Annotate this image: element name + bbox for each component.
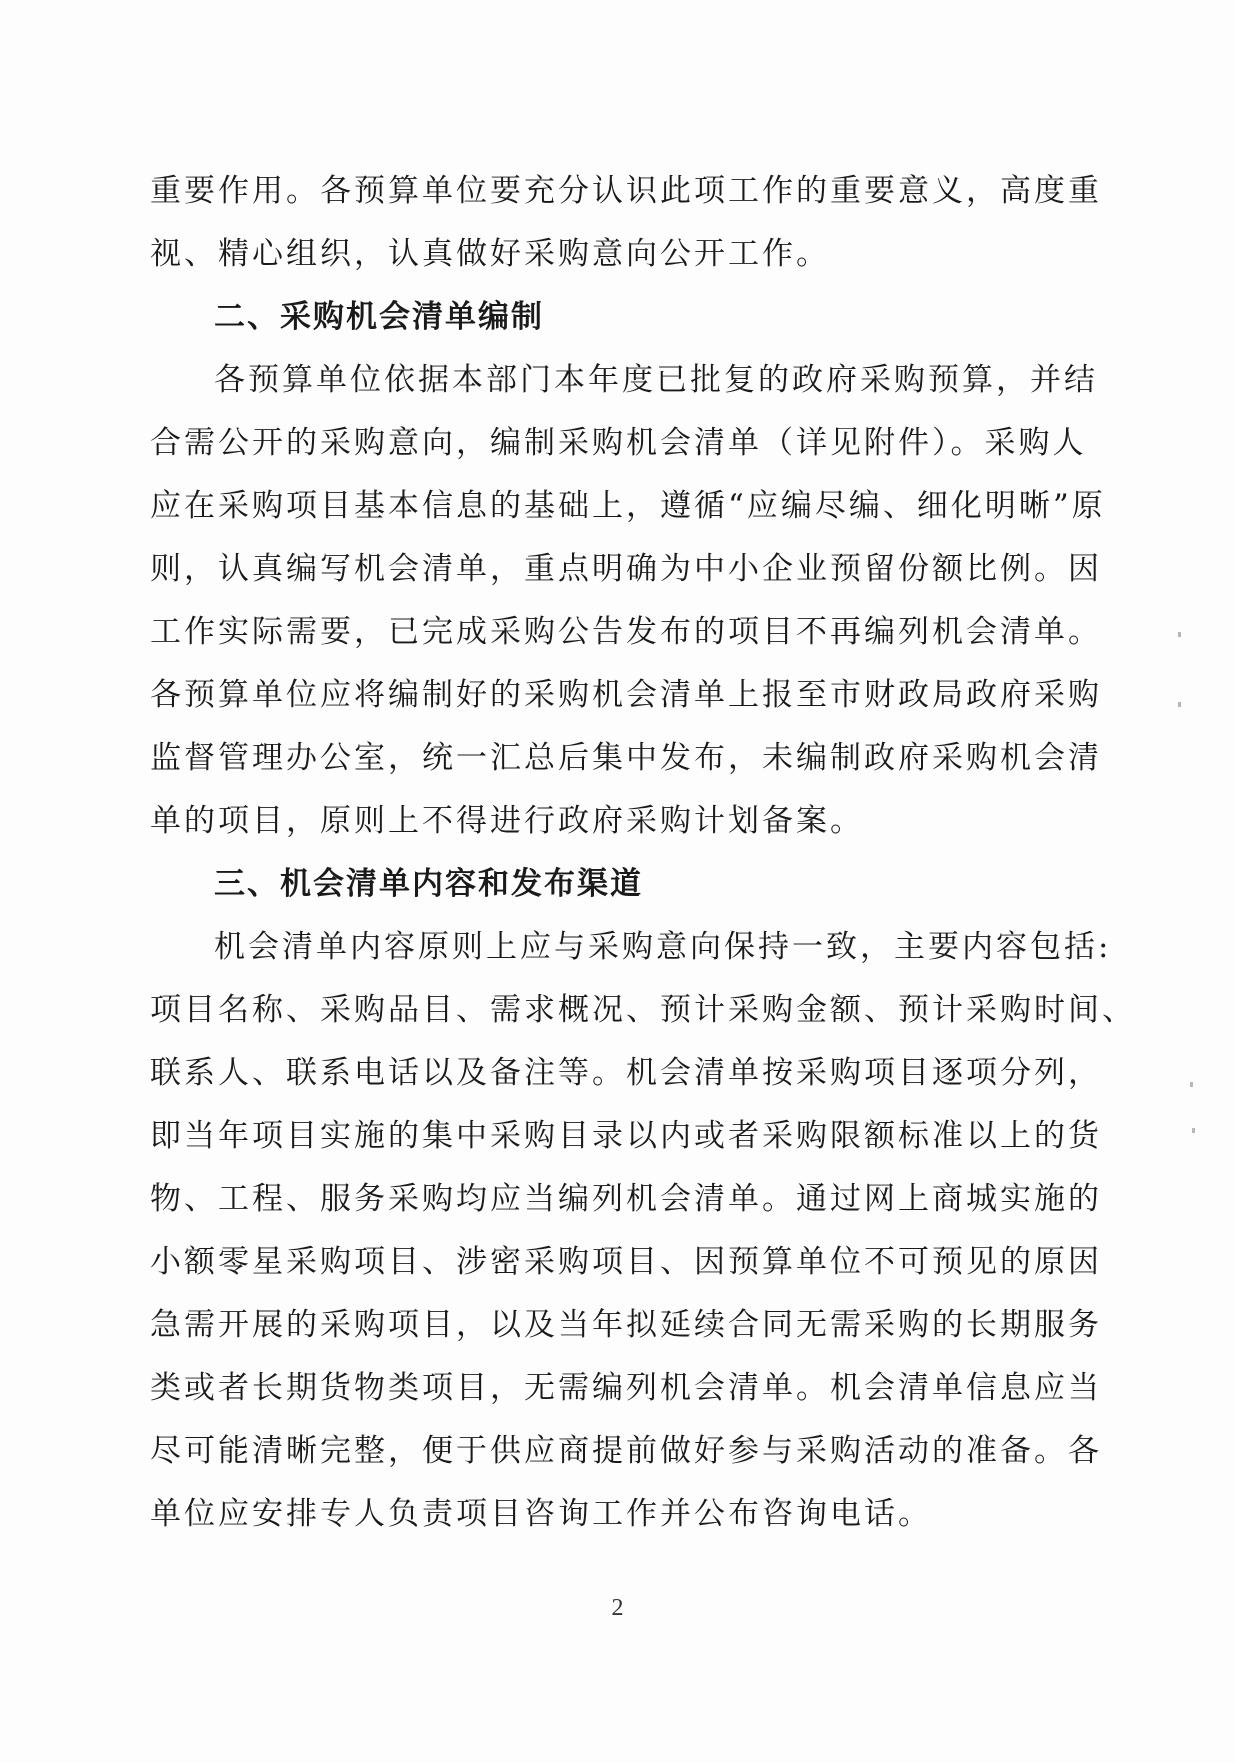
page-number: 2 bbox=[611, 1595, 624, 1621]
paragraph-line: 监督管理办公室，统一汇总后集中发布，未编制政府采购机会清 bbox=[150, 740, 1102, 776]
paragraph-line: 应在采购项目基本信息的基础上，遵循“应编尽编、细化明晰”原 bbox=[150, 488, 1106, 524]
paragraph-line: 联系人、联系电话以及备注等。机会清单按采购项目逐项分列， bbox=[150, 1055, 1102, 1091]
paragraph-line: 项目名称、采购品目、需求概况、预计采购金额、预计采购时间、 bbox=[150, 992, 1136, 1028]
paragraph-line: 视、精心组织，认真做好采购意向公开工作。 bbox=[150, 236, 830, 272]
paragraph-line: 机会清单内容原则上应与采购意向保持一致，主要内容包括: bbox=[214, 929, 1112, 965]
paragraph-line: 工作实际需要，已完成采购公告发布的项目不再编列机会清单。 bbox=[150, 614, 1102, 650]
paragraph-line: 类或者长期货物类项目，无需编列机会清单。机会清单信息应当 bbox=[150, 1370, 1102, 1406]
paragraph-line: 急需开展的采购项目，以及当年拟延续合同无需采购的长期服务 bbox=[150, 1307, 1102, 1343]
paragraph-line: 各预算单位应将编制好的采购机会清单上报至市财政局政府采购 bbox=[150, 677, 1102, 713]
paragraph-line: 则，认真编写机会清单，重点明确为中小企业预留份额比例。因 bbox=[150, 551, 1102, 587]
paragraph-line: 尽可能清晰完整，便于供应商提前做好参与采购活动的准备。各 bbox=[150, 1433, 1102, 1469]
paragraph-line: 即当年项目实施的集中采购目录以内或者采购限额标准以上的货 bbox=[150, 1118, 1102, 1154]
scan-speck bbox=[1190, 1082, 1193, 1087]
scan-speck bbox=[1192, 1128, 1195, 1133]
paragraph-line: 合需公开的采购意向，编制采购机会清单（详见附件）。采购人 bbox=[150, 425, 1087, 461]
paragraph-line: 物、工程、服务采购均应当编列机会清单。通过网上商城实施的 bbox=[150, 1181, 1102, 1217]
paragraph-line: 各预算单位依据本部门本年度已批复的政府采购预算，并结 bbox=[214, 362, 1098, 398]
paragraph-line: 小额零星采购项目、涉密采购项目、因预算单位不可预见的原因 bbox=[150, 1244, 1102, 1280]
paragraph-line: 重要作用。各预算单位要充分认识此项工作的重要意义，高度重 bbox=[150, 173, 1102, 209]
scan-speck bbox=[1178, 632, 1181, 637]
section-heading: 二、采购机会清单编制 bbox=[214, 299, 544, 335]
scan-speck bbox=[1178, 702, 1181, 707]
paragraph-line: 单的项目，原则上不得进行政府采购计划备案。 bbox=[150, 803, 864, 839]
section-heading: 三、机会清单内容和发布渠道 bbox=[214, 866, 643, 902]
document-body bbox=[150, 160, 1136, 1546]
paragraph-line: 单位应安排专人负责项目咨询工作并公布咨询电话。 bbox=[150, 1496, 932, 1532]
